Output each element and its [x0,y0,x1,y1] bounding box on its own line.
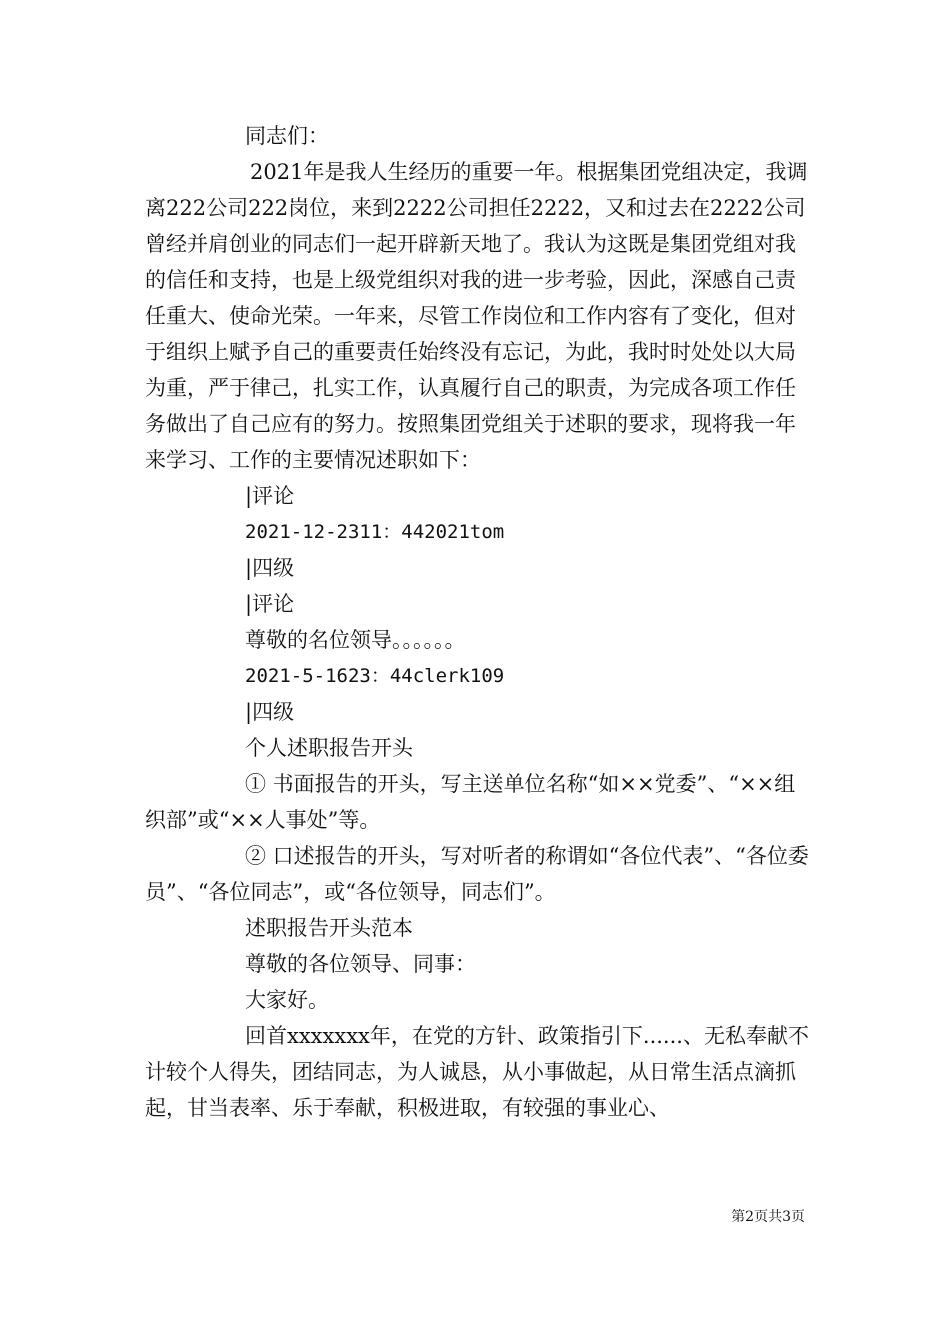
intro-paragraph: 2021年是我人生经历的重要一年。根据集团党组决定，我调离222公司222岗位，来到2222公司担任2222，又和过去在2222公司曾经并肩创业的同志们一起开辟新天地了。我认为这既是集团党组对我的信任和支持，也是上级党组织对我的进一步考验，因此，深感自己责任重大、使命光荣。一年来，尽管工作岗位和工作内容有了变化，但对于组织上赋予自己的重要责任始终没有忘记，为此，我时时处处以大局为重，严于律己，扎实工作，认真履行自己的职责，为完成各项工作任务做出了自己应有的努力。按照集团党组关于述职的要求，现将我一年来学习、工作的主要情况述职如下： [145,160,808,472]
hello-line: 大家好。 [245,988,329,1012]
salutation: 尊敬的各位领导、同事： [245,952,476,976]
list-item: ② 口述报告的开头，写对听者的称谓如“各位代表”、“各位委员”、“各位同志”，或“各位领导，同志们”。 [145,844,809,904]
comment-meta: 2021-5-1623：44clerk109 [245,665,505,687]
section-heading: 述职报告开头范本 [245,916,413,940]
comment-level: |四级 [245,556,295,580]
greeting: 同志们： [245,124,329,148]
comment-text: 尊敬的名位领导。。。。。。 [245,628,466,652]
comment-meta: 2021-12-2311：442021tom [245,521,505,543]
document-body [145,118,815,1126]
page-number: 第2页共3页 [731,1209,805,1225]
comment-label: |评论 [245,484,295,508]
comment-label: |评论 [245,592,295,616]
section-heading: 个人述职报告开头 [245,736,413,760]
comment-level: |四级 [245,700,295,724]
list-item: ① 书面报告的开头，写主送单位名称“如××党委”、“××组织部”或“××人事处”等。 [145,772,796,832]
body-paragraph: 回首xxxxxxx年，在党的方针、政策指引下......、无私奉献不计较个人得失，团结同志，为人诚恳，从小事做起，从日常生活点滴抓起，甘当表率、乐于奉献，积极进取，有较强的事业心、 [145,1024,809,1120]
